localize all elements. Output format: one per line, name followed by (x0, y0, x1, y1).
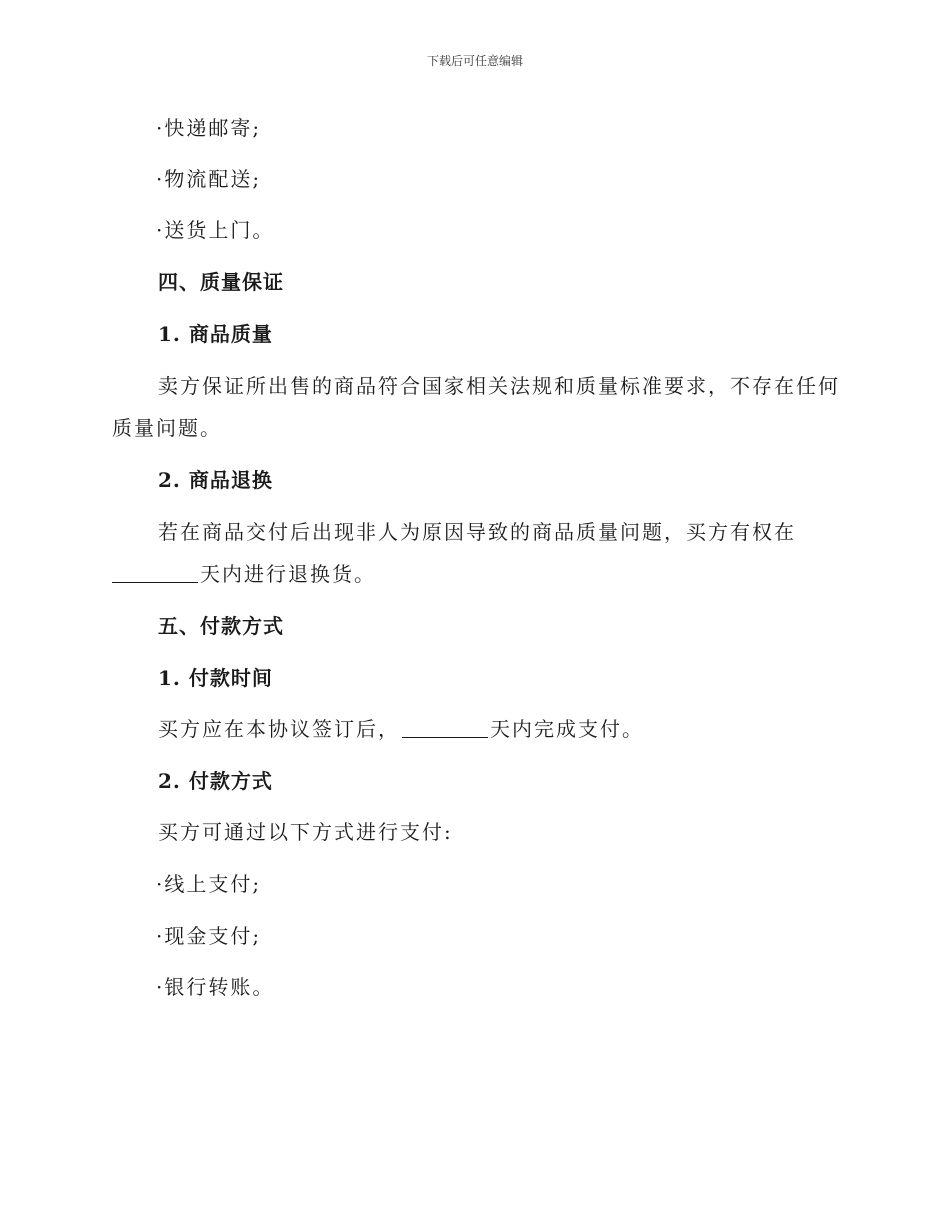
payment-method-cash: ·现金支付; (156, 924, 262, 948)
fill-in-blank-payment-days[interactable] (402, 717, 488, 738)
section5-item1-para: 买方应在本协议签订后， 天内完成支付。 (158, 717, 644, 741)
section4-item1-para-line2: 质量问题。 (112, 416, 222, 440)
section4-item2-heading: 2. 商品退换 (158, 468, 273, 492)
section5-item1-heading: 1. 付款时间 (158, 666, 273, 690)
fill-in-blank-days[interactable] (112, 562, 198, 583)
payment-method-online: ·线上支付; (156, 872, 262, 896)
delivery-method-logistics: ·物流配送; (156, 167, 262, 191)
section4-item2-para-line1: 若在商品交付后出现非人为原因导致的商品质量问题，买方有权在 (158, 520, 796, 544)
section5-item2-intro: 买方可通过以下方式进行支付: (158, 820, 453, 844)
section4-item1-para-line1: 卖方保证所出售的商品符合国家相关法规和质量标准要求，不存在任何 (158, 374, 840, 398)
page-header: 下载后可任意编辑 (426, 54, 523, 68)
section4-item1-heading: 1. 商品质量 (158, 322, 273, 346)
section4-heading: 四、质量保证 (158, 270, 284, 294)
section5-heading: 五、付款方式 (158, 614, 284, 638)
delivery-method-door: ·送货上门。 (156, 218, 275, 242)
delivery-method-courier: ·快递邮寄; (156, 116, 262, 140)
section4-item2-para-line2: 天内进行退换货。 (112, 560, 376, 588)
payment-method-bank: ·银行转账。 (156, 975, 275, 999)
section5-item2-heading: 2. 付款方式 (158, 769, 273, 793)
